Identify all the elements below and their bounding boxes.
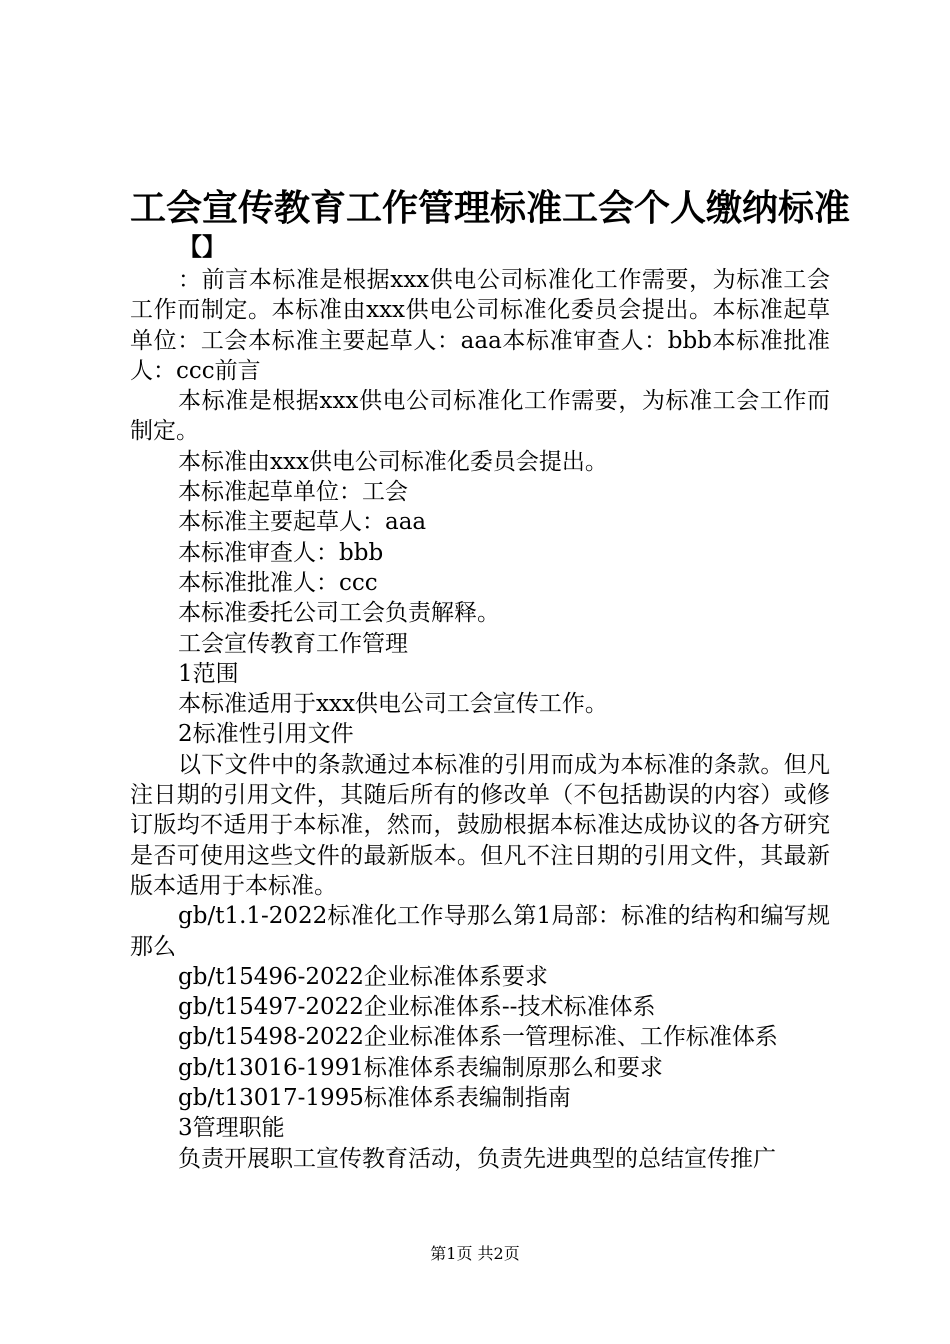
paragraph: 本标准是根据xxx供电公司标准化工作需要，为标准工会工作而制定。 bbox=[130, 388, 830, 445]
paragraph: 本标准审查人：bbb bbox=[178, 539, 384, 566]
paragraph: 负责开展职工宣传教育活动，负责先进典型的总结宣传推广 bbox=[178, 1145, 776, 1172]
section-heading: 3管理职能 bbox=[178, 1115, 285, 1142]
paragraph: 本标准起草单位：工会 bbox=[178, 479, 408, 506]
document-body bbox=[130, 265, 830, 1174]
reference-item: gb/t13016-1991标准体系表编制原那么和要求 bbox=[178, 1054, 663, 1081]
paragraph: 以下文件中的条款通过本标准的引用而成为本标准的条款。但凡注日期的引用文件，其随后所有的修改单（不包括勘误的内容）或修订版均不适用于本标准，然而，鼓励根据本标准达成协议的各方研究是否可使用这些文件的最新版本。但凡不注日期的引用文件，其最新版本适用于本标准。 bbox=[130, 751, 830, 899]
reference-item: gb/t15498-2022企业标准体系一管理标准、工作标准体系 bbox=[178, 1024, 778, 1051]
paragraph: ：前言本标准是根据xxx供电公司标准化工作需要，为标准工会工作而制定。本标准由xxx供电公司标准化委员会提出。本标准起草单位：工会本标准主要起草人：aaa本标准审查人：bbb本标准批准人：ccc前言 bbox=[130, 267, 830, 384]
reference-item: gb/t15496-2022企业标准体系要求 bbox=[178, 963, 548, 990]
reference-item: gb/t1.1-2022标准化工作导那么第1局部：标准的结构和编写规那么 bbox=[130, 903, 830, 960]
paragraph: 本标准由xxx供电公司标准化委员会提出。 bbox=[178, 448, 608, 475]
reference-item: gb/t15497-2022企业标准体系--技术标准体系 bbox=[178, 994, 656, 1021]
section-heading: 工会宣传教育工作管理 bbox=[178, 630, 408, 657]
paragraph: 本标准适用于xxx供电公司工会宣传工作。 bbox=[178, 691, 608, 718]
reference-item: gb/t13017-1995标准体系表编制指南 bbox=[178, 1085, 571, 1112]
page-footer: 第1页 共2页 bbox=[430, 1244, 520, 1263]
section-heading: 1范围 bbox=[178, 660, 239, 687]
paragraph: 本标准主要起草人：aaa bbox=[178, 509, 427, 536]
paragraph: 本标准批准人：ccc bbox=[178, 569, 378, 596]
paragraph: 本标准委托公司工会负责解释。 bbox=[178, 600, 500, 627]
title-suffix: 【】 bbox=[178, 232, 226, 261]
section-heading: 2标准性引用文件 bbox=[178, 721, 354, 748]
document-title: 工会宣传教育工作管理标准工会个人缴纳标准 bbox=[130, 187, 851, 229]
